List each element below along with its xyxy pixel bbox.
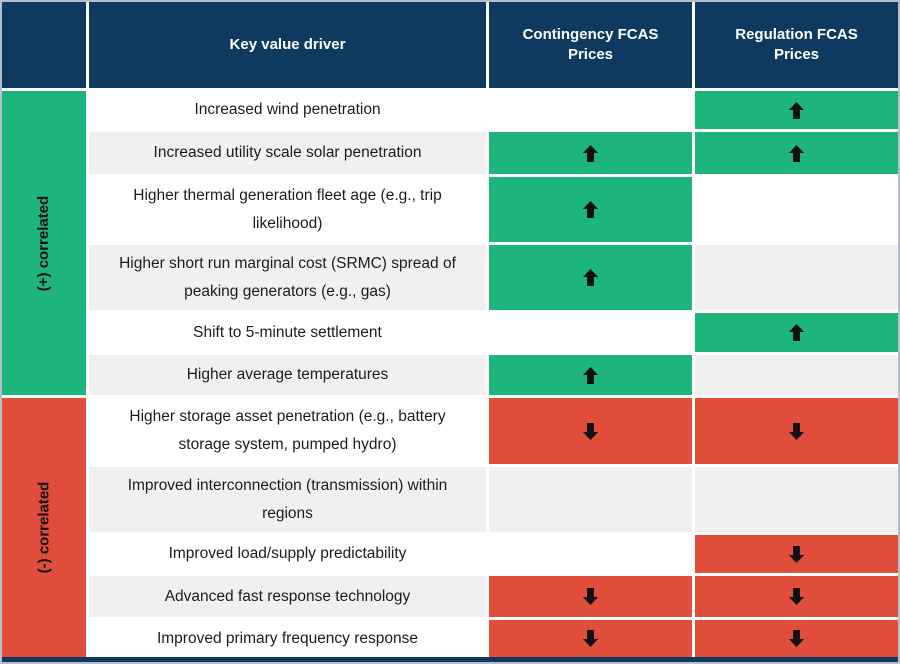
driver-label: Higher storage asset penetration (e.g., battery storage system, pumped hydro) [129,408,446,453]
driver-label: Increased utility scale solar penetration [153,144,422,162]
driver-label: Increased wind penetration [194,101,381,119]
driver-label: Higher short run marginal cost (SRMC) spread of peaking generators (e.g., gas) [119,254,456,300]
down-arrow-icon [787,587,806,606]
driver-cell [89,313,486,352]
driver-cell [89,177,486,242]
driver-label: Advanced fast response technology [164,587,411,605]
header-corner-cell [2,2,86,88]
regulation-cell-down [695,398,898,464]
regulation-cell [695,177,898,242]
driver-cell [89,576,486,617]
driver-label: Improved primary frequency response [156,629,419,647]
driver-label: Higher thermal generation fleet age (e.g., trip likelihood) [133,186,442,232]
driver-cell [89,355,486,395]
down-arrow-icon [787,422,806,441]
group-positive-correlated [2,91,86,395]
table-grid [2,2,898,657]
driver-label: Improved load/supply predictability [168,545,407,563]
regulation-cell-up [695,91,898,129]
driver-label: Shift to 5-minute settlement [193,323,382,341]
regulation-cell [695,245,898,310]
driver-label: Improved interconnection (transmission) within regions [127,476,448,522]
regulation-cell-up [695,132,898,174]
regulation-cell-down [695,535,898,573]
driver-cell [89,467,486,532]
down-arrow-icon [581,629,600,648]
bottom-navy-bar [2,657,898,662]
contingency-cell [489,313,692,352]
contingency-cell-up [489,355,692,395]
regulation-cell-down [695,576,898,617]
up-arrow-icon [581,268,600,287]
header-contingency-fcas-prices [489,2,692,88]
header-key-value-driver [89,2,486,88]
contingency-cell [489,91,692,129]
driver-cell [89,245,486,310]
driver-cell [89,535,486,573]
regulation-cell-down [695,620,898,657]
down-arrow-icon [581,422,600,441]
regulation-cell [695,355,898,395]
group-positive-label: (+) correlated [35,195,53,291]
group-negative-label: (-) correlated [35,481,53,574]
down-arrow-icon [787,545,806,564]
header-regulation-label: Regulation FCAS Prices [735,25,858,63]
down-arrow-icon [581,587,600,606]
driver-label: Higher average temperatures [186,366,389,384]
header-key-value-driver-label: Key value driver [229,35,346,53]
contingency-cell-up [489,132,692,174]
down-arrow-icon [787,629,806,648]
regulation-cell [695,467,898,532]
header-regulation-fcas-prices [695,2,898,88]
driver-cell [89,91,486,129]
up-arrow-icon [787,144,806,163]
up-arrow-icon [581,366,600,385]
up-arrow-icon [581,200,600,219]
up-arrow-icon [787,323,806,342]
regulation-cell-up [695,313,898,352]
contingency-cell-down [489,620,692,657]
driver-cell [89,620,486,657]
contingency-cell [489,535,692,573]
up-arrow-icon [581,144,600,163]
contingency-cell-up [489,177,692,242]
contingency-cell-up [489,245,692,310]
group-negative-correlated [2,398,86,657]
contingency-cell-down [489,398,692,464]
contingency-cell [489,467,692,532]
up-arrow-icon [787,101,806,120]
driver-cell [89,132,486,174]
driver-cell [89,398,486,464]
header-contingency-label: Contingency FCAS Prices [522,25,659,63]
contingency-cell-down [489,576,692,617]
